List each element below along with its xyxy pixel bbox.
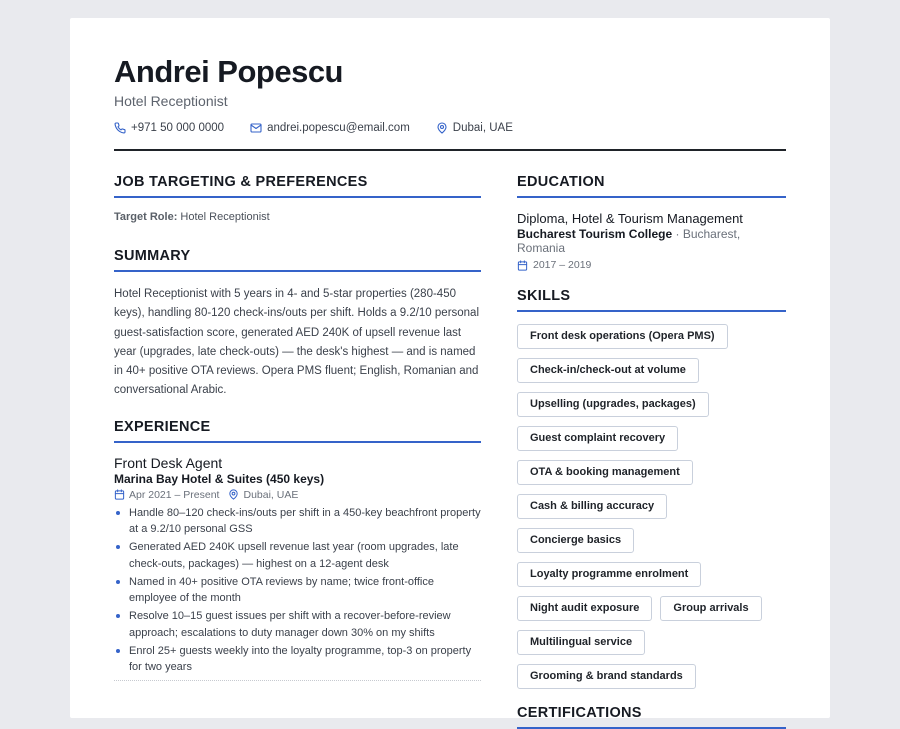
target-role-value: Hotel Receptionist bbox=[180, 211, 270, 223]
skill-chip: Front desk operations (Opera PMS) bbox=[517, 324, 728, 349]
contact-email bbox=[250, 122, 410, 134]
header-divider bbox=[114, 149, 786, 151]
education-school-location: · Bucharest, Romania bbox=[517, 227, 741, 255]
summary-text: Hotel Receptionist with 5 years in 4- and 5-star properties (280-450 keys), handling 80-120 check-ins/outs per shift. Holds a 9.2/10 personal guest-satisfaction score, generated AED 240K of upsell revenue last year (upgrades, late check-outs) — the desk's highest — and is named in 40+ positive OTA reviews. Opera PMS fluent; English, Romanian and conversational Arabic. bbox=[114, 288, 480, 397]
skill-chip: Concierge basics bbox=[517, 528, 634, 553]
phone-text: +971 50 000 0000 bbox=[131, 122, 225, 134]
skill-chip: Check-in/check-out at volume bbox=[517, 358, 699, 383]
candidate-role: Hotel Receptionist bbox=[114, 93, 228, 109]
target-role-label: Target Role: bbox=[114, 211, 178, 223]
job-meta bbox=[114, 489, 481, 501]
mail-icon bbox=[250, 122, 262, 134]
job-divider bbox=[114, 680, 481, 681]
skills-list bbox=[517, 324, 792, 698]
skill-chip: Multilingual service bbox=[517, 630, 645, 655]
job-bullet: Enrol 25+ guests weekly into the loyalty programme, top-3 on property for two years bbox=[114, 643, 481, 676]
calendar-icon bbox=[517, 260, 528, 271]
job-bullet: Handle 80–120 check-ins/outs per shift in a 450-key beachfront property at a 9.2/10 personal GSS bbox=[114, 505, 481, 538]
education-degree: Diploma, Hotel & Tourism Management bbox=[517, 211, 743, 226]
contact-location bbox=[436, 122, 513, 134]
education-school-name: Bucharest Tourism College bbox=[517, 227, 673, 241]
job-title: Front Desk Agent bbox=[114, 454, 223, 471]
section-title-experience: EXPERIENCE bbox=[114, 418, 481, 443]
job-dates-text: Apr 2021 – Present bbox=[129, 488, 220, 501]
skill-chip: Loyalty programme enrolment bbox=[517, 562, 701, 587]
map-pin-icon bbox=[436, 122, 448, 134]
contact-row bbox=[114, 122, 786, 134]
job-bullets bbox=[114, 505, 481, 676]
job-location bbox=[228, 489, 298, 501]
left-column bbox=[114, 173, 481, 681]
location-text: Dubai, UAE bbox=[452, 122, 513, 134]
job-entry bbox=[114, 456, 481, 681]
target-role bbox=[114, 211, 481, 223]
map-pin-icon bbox=[228, 489, 239, 500]
contact-phone bbox=[114, 122, 224, 134]
education-dates-text: 2017 – 2019 bbox=[533, 259, 592, 271]
candidate-name: Andrei Popescu bbox=[114, 54, 343, 89]
section-title-skills: SKILLS bbox=[517, 287, 786, 312]
resume-page bbox=[70, 18, 830, 721]
job-company: Marina Bay Hotel & Suites (450 keys) bbox=[114, 471, 325, 486]
job-location-text: Dubai, UAE bbox=[243, 488, 299, 501]
education-school bbox=[517, 227, 786, 255]
right-column bbox=[517, 173, 786, 729]
skill-chip: Group arrivals bbox=[660, 596, 761, 621]
section-title-certifications: CERTIFICATIONS bbox=[517, 704, 786, 729]
section-title-summary: SUMMARY bbox=[114, 247, 481, 272]
email-text: andrei.popescu@email.com bbox=[267, 122, 410, 134]
skill-chip: Guest complaint recovery bbox=[517, 426, 678, 451]
phone-icon bbox=[114, 122, 126, 134]
skill-chip: OTA & booking management bbox=[517, 460, 693, 485]
skill-chip: Upselling (upgrades, packages) bbox=[517, 392, 709, 417]
skill-chip: Grooming & brand standards bbox=[517, 664, 696, 689]
education-dates bbox=[517, 259, 786, 271]
job-bullet: Resolve 10–15 guest issues per shift with a recover-before-review approach; escalations to duty manager down 30% on my shifts bbox=[114, 608, 481, 641]
calendar-icon bbox=[114, 489, 125, 500]
resume-content bbox=[114, 54, 786, 721]
section-title-education: EDUCATION bbox=[517, 173, 786, 198]
job-bullet: Generated AED 240K upsell revenue last year (room upgrades, late check-outs, packages) — highest on a 12-agent desk bbox=[114, 539, 481, 572]
skill-chip: Night audit exposure bbox=[517, 596, 652, 621]
skill-chip: Cash & billing accuracy bbox=[517, 494, 667, 519]
job-bullet: Named in 40+ positive OTA reviews by name; twice front-office employee of the month bbox=[114, 574, 481, 607]
job-dates bbox=[114, 489, 219, 501]
section-title-job-targeting: JOB TARGETING & PREFERENCES bbox=[114, 173, 481, 198]
